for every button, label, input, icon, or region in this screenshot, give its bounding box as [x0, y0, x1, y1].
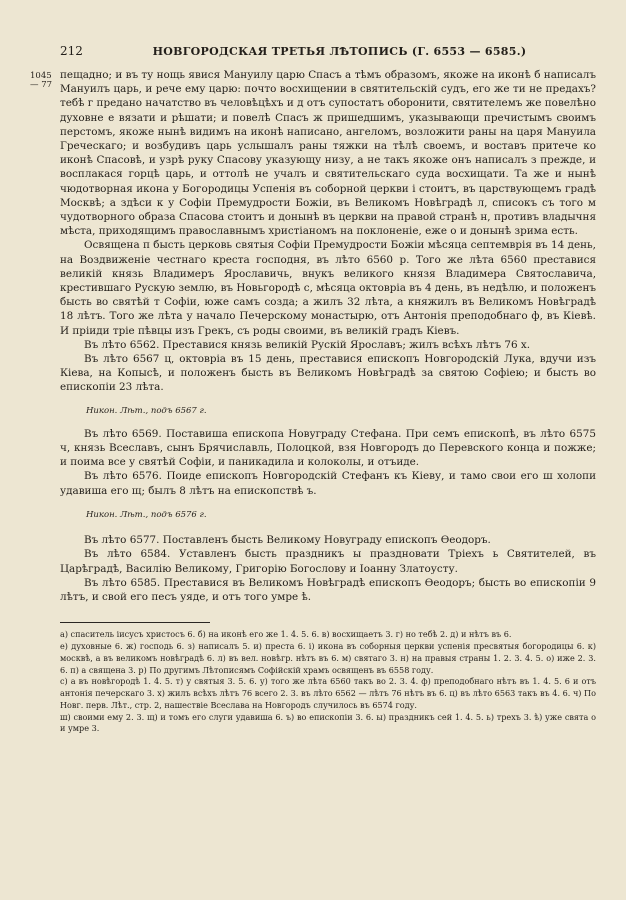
- margin-year-start: 1045: [30, 71, 52, 81]
- footnote-line: с) а въ новѣгородѣ 1. 4. 5. т) у святыя 3. 5. 6. у) того же лѣта 6560 такъ во 2. 3. 4. ф) преподобнаго нѣтъ въ 1. 4. 5. 6 и отъ антонія печерскаго 3. х) жилъ всѣхъ лѣтъ 76 всего 2. 3. въ лѣто 6562 — лѣтъ 76 нѣтъ въ 6. ц) въ лѣто 6563 такъ въ 4. 6. ч) По Новг. перв. Лѣт., стр. 2, нашествіе Всеслава на Новгородъ случилось въ 6574 году.: [60, 676, 596, 710]
- paragraph-6567: Въ лѣто 6567 ц, октовріа въ 15 день, преставися епископъ Новгородскiй Лука, вдучи изъ Кiева, на Копысѣ, и положенъ бысть въ Великомъ Новѣградѣ за святою Софiею; и бысть во епископiи 23 лѣта.: [60, 353, 596, 394]
- paragraph-icon-story: пещадно; и въ ту нощь явися Мануилу царю Спасъ а тѣмъ образомъ, якоже на иконѣ б написалъ Мануилъ царь, и рече ему царю: почто восхищении в святительскiй судъ, его же ти не предахъ? тебѣ г предано начатство въ человѣцѣхъ и д отъ супостатъ оборонити, святителемъ же повелѣно духовне е вязати и рѣшати; и повелѣ Спасъ ж пришедшимъ, указывающи пречистымъ своимъ перстомъ, якоже нынѣ видимъ на иконѣ написано, ангеломъ, возложити раны на царя Мануила Греческаго; и возбудивъ царь услышалъ раны тяжки на тѣлѣ своемъ, и воставъ притече ко иконѣ Спасовѣ, и узрѣ руку Спасову указующу низу, а не такъ якоже онъ написалъ з прежде, и восплакася горцѣ царь, и оттолѣ не учалъ и святительскаго суда восхищати. Та же и нынѣ чюдотворная икона у Богородицы Успенiя въ соборной церкви i стоитъ, въ царствующемъ градѣ Москвѣ; а здѣси к у Софiи Премудрости Божiи, въ Великомъ Новѣградѣ л, списокъ съ того м чудотворного образа Спасова стоитъ и донынѣ въ церкви на правой странѣ н, противъ владычня мѣста, приходящимъ православнымъ христiаномъ на поклоненiе, еже о и донынѣ зрима есть.: [60, 69, 596, 238]
- paragraph-6577: Въ лѣто 6577. Поставленъ бысть Великому Новуграду епископъ Ѳеодоръ.: [84, 534, 491, 547]
- footnote-divider: [60, 622, 210, 623]
- paragraph-6584: Въ лѣто 6584. Уставленъ бысть праздникъ ы праздновати Трiехъ ь Святителей, въ Царѣградѣ, Василiю Великому, Григорiю Богослову и Iоанну Златоусту.: [60, 548, 596, 575]
- running-title: НОВГОРОДСКАЯ ТРЕТЬЯ ЛѢТОПИСЬ (Г. 6553 — 6585.): [152, 45, 527, 58]
- footnote-line: ш) своими ему 2. 3. щ) и томъ его слуги удавиша 6. ъ) во епископіи 3. 6. ы) праздникъ сей 1. 4. 5. ь) трехъ 3. ѣ) уже свята о и умре 3.: [60, 711, 596, 734]
- footnote-line: е) духовные 6. ж) господь 6. з) написалъ 5. и) преста 6. i) икона въ соборныя церкви успенія пресвятыя богородицы 6. к) москвѣ, а въ великомъ новѣградѣ 6. л) въ вел. новѣгр. нѣтъ въ 6. м) святаго 3. н) на правыя страны 1. 2. 3. 4. 5. о) иже 2. 3. 6. п) а священа 3. р) По другимъ Лѣтописямъ Софійскій храмъ освященъ въ 6558 году.: [60, 640, 596, 675]
- margin-year-range: [30, 72, 52, 90]
- chronicle-reference-6576: Никон. Лѣт., подъ 6576 г.: [86, 509, 207, 520]
- paragraph-6585: Въ лѣто 6585. Преставися въ Великомъ Новѣградѣ епископъ Ѳеодоръ; бысть во епископiи 9 лѣтъ, и свой его песъ уяде, и отъ того умре ѣ.: [60, 576, 596, 603]
- margin-year-end: — 77: [30, 80, 53, 90]
- footnotes: [60, 629, 596, 735]
- chronicle-reference-6567: Никон. Лѣт., подъ 6567 г.: [86, 405, 207, 416]
- paragraph-6560: Освящена п бысть церковь святыя Софiи Премудрости Божiи мѣсяца септемврiя въ 14 день, на Воздвиженiе честнаго креста господня, въ лѣто 6560 р. Того же лѣта 6560 преставися великiй князь Владимеръ Ярославичь, внукъ великого князя Владимера Святославича, крестившаго Рускую землю, въ Новьгородѣ с, мѣсяца октовріа въ 4 день, въ недѣлю, и положенъ бысть во святѣй т Софiи, юже самъ созда; а жилъ 32 лѣта, а княжилъ въ Великомъ Новѣградѣ 18 лѣтъ. Того же лѣта у начало Печерскому монастырю, отъ Антонiя преподобнаго ф, въ Кiевѣ. И прiиди трiе пѣвцы изъ Грекъ, съ роды своими, въ великiй градъ Кiевъ.: [60, 239, 596, 337]
- paragraph-6569: Въ лѣто 6569. Поставиша епископа Новуграду Стефана. При семъ епископѣ, въ лѣто 6575 ч, князь Всеславъ, сынъ Брячиславль, Полоцкой, взя Новгородъ до Перевского конца и пожже; и поима все у святѣй Софiи, и паникадила и колоколы, и отъиде.: [60, 427, 596, 469]
- page-header: [60, 44, 596, 58]
- paragraph-6576: Въ лѣто 6576. Поиде епископъ Новгородскiй Стефанъ къ Кiеву, и тамо свои его ш холопи удавиша его щ; былъ 8 лѣтъ на епископствѣ ъ.: [60, 470, 596, 497]
- paragraph-6562: Въ лѣто 6562. Преставися князь великiй Рускiй Ярославъ; жилъ всѣхъ лѣтъ 76 х.: [84, 338, 531, 351]
- main-text: [60, 68, 596, 604]
- page-number: 212: [60, 44, 83, 58]
- footnote-line: а) спаситель іисусъ христосъ 6. б) на иконѣ его же 1. 4. 5. 6. в) восхищаетъ 3. г) но тебѣ 2. д) и нѣтъ въ 6.: [60, 629, 512, 640]
